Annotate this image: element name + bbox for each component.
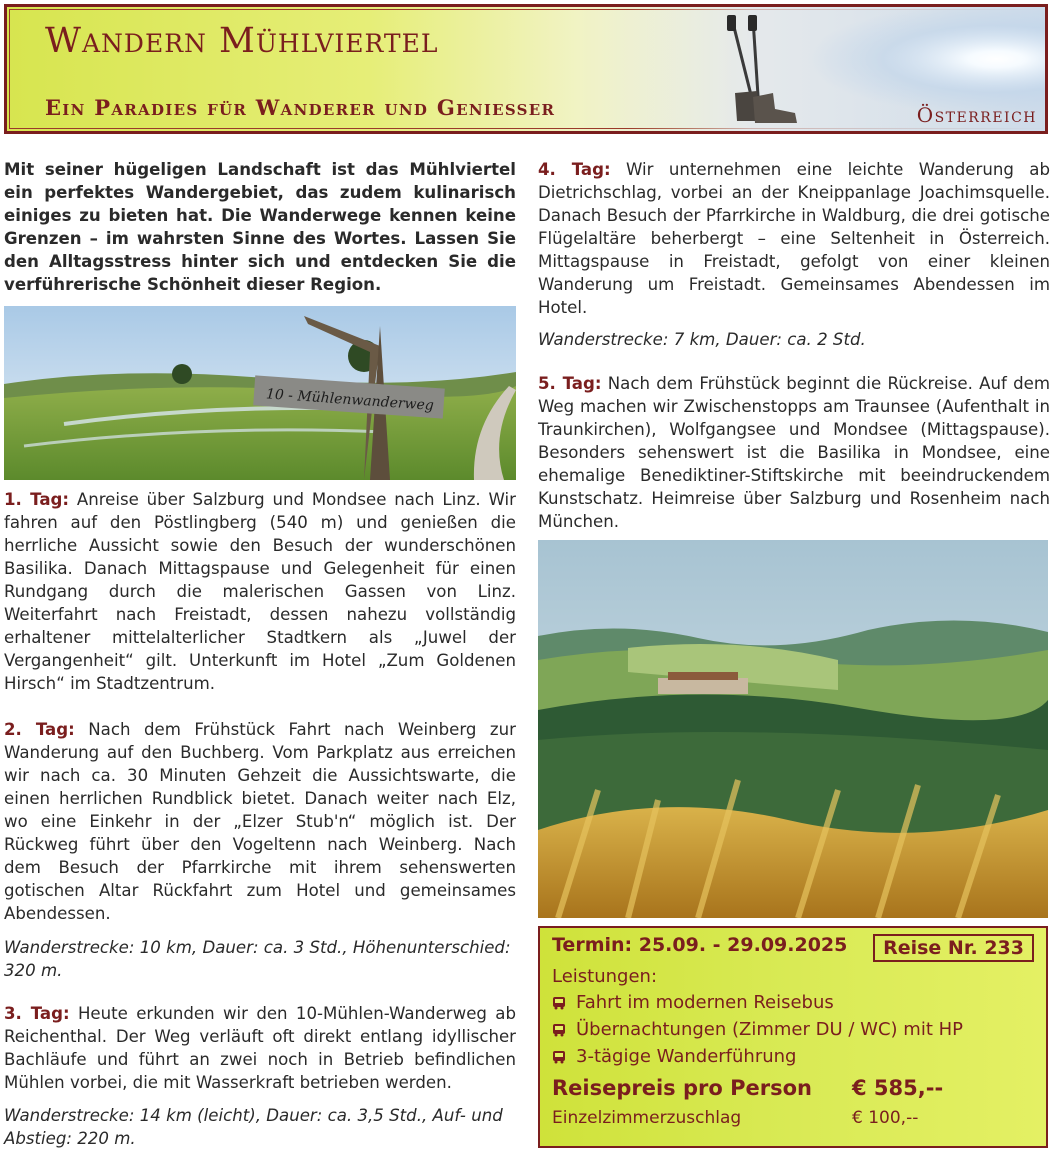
single-room-surcharge-value: € 100,-- — [852, 1108, 919, 1128]
day-3-label: 3. Tag: — [4, 1004, 70, 1023]
day-5-label: 5. Tag: — [538, 374, 602, 393]
day-2-label: 2. Tag: — [4, 720, 75, 739]
day-5-section — [538, 372, 1050, 533]
price-value: € 585,-- — [852, 1076, 944, 1100]
day-3-hike-details: Wanderstrecke: 14 km (leicht), Dauer: ca. 3,5 Std., Auf- und Abstieg: 220 m. — [4, 1106, 503, 1148]
day-1-text: Anreise über Salzburg und Mondsee nach Linz. Wir fahren auf den Pöstlingberg (540 m) und genießen die herrliche Aussicht sowie den Besuch der wunderschönen Basilika. Danach Mittagspause und Gelegenheit für einen Rundgang durch die malerischen Gassen von Linz. Weiterfahrt nach Freistadt, dessen nahezu vollständig erhaltener mittelalterlicher Stadtkern als „Juwel der Vergangenheit“ gilt. Unterkunft im Hotel „Zum Goldenen Hirsch“ im Stadtzentrum. — [4, 490, 516, 693]
trip-number-badge: Reise Nr. 233 — [873, 934, 1034, 962]
day-3-section — [4, 1002, 516, 1094]
day-4-section — [538, 158, 1050, 319]
service-item — [552, 1019, 963, 1040]
single-room-surcharge-label: Einzelzimmerzuschlag — [552, 1108, 742, 1128]
day-2-text: Nach dem Frühstück Fahrt nach Weinberg zur Wanderung auf den Buchberg. Vom Parkplatz aus erreichen wir nach ca. 30 Minuten Gehzeit die Aussichtswarte, die einen herrlichen Rundblick bietet. Danach weiter nach Elz, wo eine Einkehr in der „Elzer Stub'n“ möglich ist. Der Rückweg führt über den Vogeltenn nach Weinberg. Nach dem Besuch der Pfarrkirche mit ihrem sehenswerten gotischen Altar Rückfahrt zum Hotel und gemeinsames Abendessen. — [4, 720, 516, 923]
bus-icon — [552, 996, 566, 1010]
service-item — [552, 1046, 796, 1067]
trip-info-box — [538, 926, 1048, 1148]
page-subtitle: Ein Paradies für Wanderer und Geniesser — [45, 95, 556, 120]
landscape-photo — [538, 540, 1048, 918]
day-4-text: Wir unternehmen eine leichte Wanderung ab Dietrichschlag, vorbei an der Kneippanlage Joachimsquelle. Danach Besuch der Pfarrkirche in Waldburg, die drei gotische Flügelaltäre beherbergt – eine Seltenheit in Österreich. Mittagspause in Freistadt, gefolgt von einer kleinen Wanderung um Freistadt. Gemeinsames Abendessen im Hotel. — [538, 160, 1050, 317]
service-label: Fahrt im modernen Reisebus — [576, 992, 834, 1013]
service-label: Übernachtungen (Zimmer DU / WC) mit HP — [576, 1019, 963, 1040]
services-heading: Leistungen: — [552, 966, 658, 987]
day-3-text: Heute erkunden wir den 10-Mühlen-Wanderweg ab Reichenthal. Der Weg verläuft oft direkt entlang idyllischer Bachläufe und führt an zwei noch in Betrieb befindlichen Mühlen vorbei, die mit Wasserkraft betrieben werden. — [4, 1004, 516, 1092]
country-label: Österreich — [916, 103, 1037, 127]
day-4-label: 4. Tag: — [538, 160, 611, 179]
service-item — [552, 992, 834, 1013]
day-2-hike-details: Wanderstrecke: 10 km, Dauer: ca. 3 Std., Höhenunterschied: 320 m. — [4, 938, 511, 980]
trip-dates: Termin: 25.09. - 29.09.2025 — [552, 934, 848, 956]
service-label: 3-tägige Wanderführung — [576, 1046, 797, 1067]
price-label: Reisepreis pro Person — [552, 1076, 812, 1100]
day-2-section — [4, 718, 516, 925]
meadow-signpost-photo — [4, 306, 516, 480]
day-5-text: Nach dem Frühstück beginnt die Rückreise. Auf dem Weg machen wir Zwischenstopps am Traunsee (Aufenthalt in Traunkirchen), Wolfgangsee und Mondsee (Mittagspause). Besonders sehenswert ist die Basilika in Mondsee, eine ehemalige Benediktiner-Stiftskirche mit beeindruckendem Kunstschatz. Heimreise über Salzburg und Rosenheim nach München. — [538, 374, 1050, 531]
page-title: Wandern Mühlviertel — [45, 21, 439, 61]
intro-paragraph: Mit seiner hügeligen Landschaft ist das Mühlviertel ein perfektes Wandergebiet, das zudem kulinarisch einiges zu bieten hat. Die Wanderwege kennen keine Grenzen – im wahrsten Sinne des Wortes. Lassen Sie den Alltagsstress hinter sich und entdecken Sie die verführerische Schönheit dieser Region. — [4, 160, 516, 294]
bus-icon — [552, 1023, 566, 1037]
day-4-hike-details: Wanderstrecke: 7 km, Dauer: ca. 2 Std. — [538, 330, 866, 349]
signpost-text: 10 - Mühlenwanderweg — [265, 386, 435, 414]
header-banner — [4, 4, 1048, 134]
day-1-label: 1. Tag: — [4, 490, 70, 509]
day-1-section — [4, 488, 516, 695]
bus-icon — [552, 1050, 566, 1064]
